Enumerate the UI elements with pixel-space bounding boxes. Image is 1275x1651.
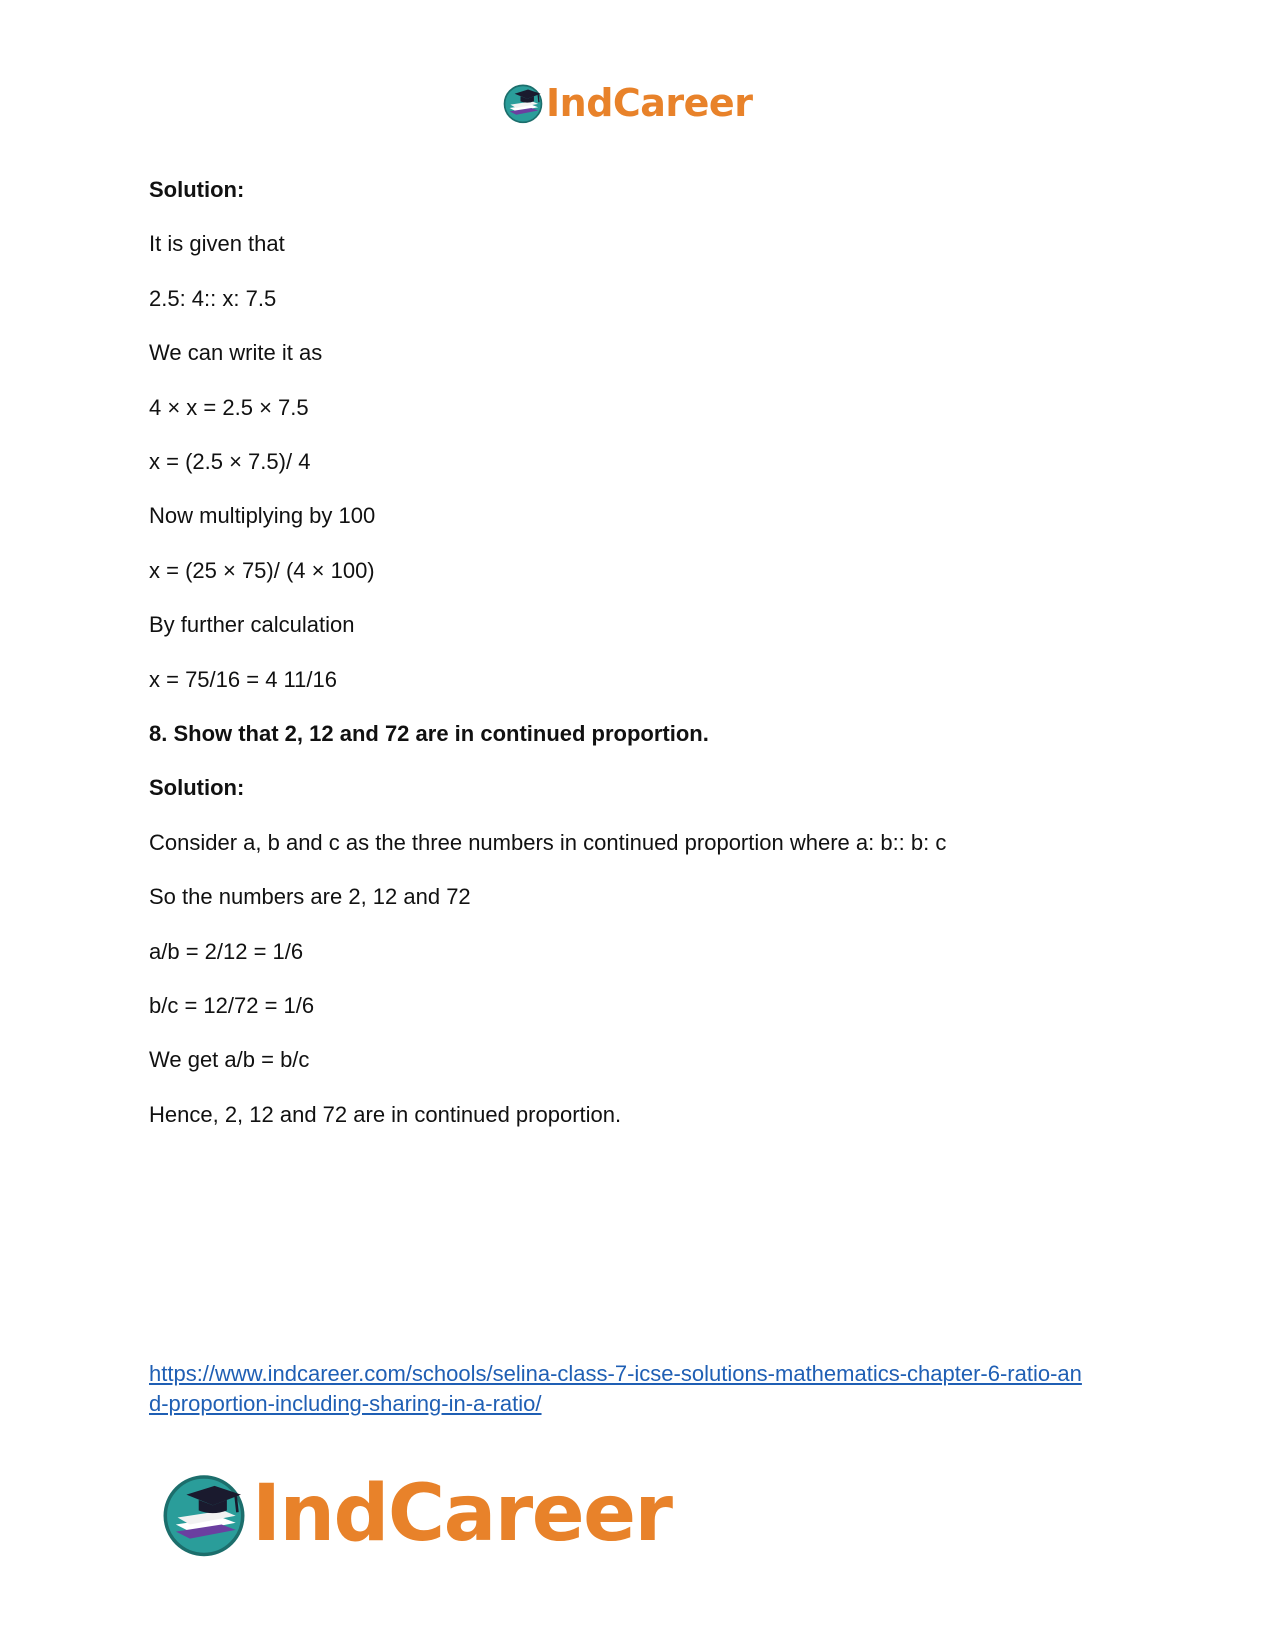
text-line: Consider a, b and c as the three numbers in continued proportion where a: b:: b: c	[149, 830, 947, 855]
graduation-cap-books-globe-icon	[502, 82, 544, 124]
text-line: 2.5: 4:: x: 7.5	[149, 286, 277, 311]
source-link[interactable]	[149, 1359, 1149, 1419]
text-line: Now multiplying by 100	[149, 503, 376, 528]
header-logo	[502, 80, 752, 126]
text-line: b/c = 12/72 = 1/6	[149, 993, 315, 1018]
source-link-line-2[interactable]: d-proportion-including-sharing-in-a-ratio/	[149, 1391, 542, 1416]
text-line: By further calculation	[149, 612, 355, 637]
text-line: It is given that	[149, 231, 285, 256]
heading-line: 8. Show that 2, 12 and 72 are in continued proportion.	[149, 721, 709, 746]
source-link-line-1[interactable]: https://www.indcareer.com/schools/selina-class-7-icse-solutions-mathematics-chapter-6-ratio-an	[149, 1361, 1082, 1386]
text-line: 4 × x = 2.5 × 7.5	[149, 395, 309, 420]
heading-line: Solution:	[149, 177, 245, 202]
text-line: x = 75/16 = 4 11/16	[149, 667, 337, 692]
text-line: Hence, 2, 12 and 72 are in continued proportion.	[149, 1102, 622, 1127]
text-line: x = (25 × 75)/ (4 × 100)	[149, 558, 375, 583]
footer-logo	[160, 1466, 672, 1562]
text-line: a/b = 2/12 = 1/6	[149, 939, 304, 964]
text-line: x = (2.5 × 7.5)/ 4	[149, 449, 311, 474]
text-line: So the numbers are 2, 12 and 72	[149, 884, 471, 909]
brand-wordmark: IndCareer	[252, 1469, 672, 1559]
text-line: We get a/b = b/c	[149, 1047, 310, 1072]
graduation-cap-books-globe-icon	[160, 1470, 248, 1558]
brand-wordmark: IndCareer	[546, 81, 753, 125]
text-line: We can write it as	[149, 340, 323, 365]
heading-line: Solution:	[149, 775, 245, 800]
